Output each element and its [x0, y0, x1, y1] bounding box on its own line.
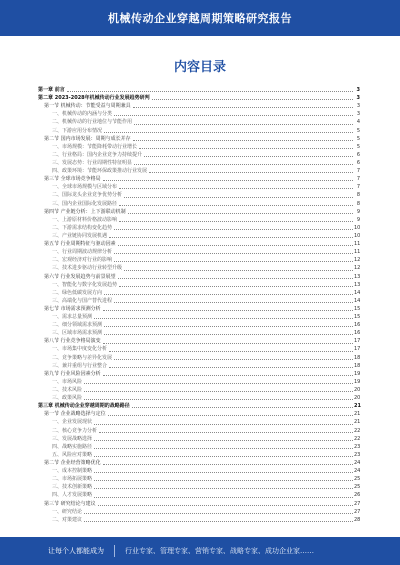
toc-entry-label: 二、行业格局：国内企业竞争力持续提升 — [52, 151, 143, 158]
toc-page-number: 4 — [356, 119, 360, 126]
toc-dot-leader — [84, 391, 353, 392]
toc-entry[interactable] — [38, 264, 360, 272]
toc-entry[interactable] — [38, 127, 360, 135]
toc-page-number: 14 — [354, 289, 361, 296]
toc-page-number: 3 — [356, 95, 360, 102]
toc-entry-label: 三、高端化与国产替代进程 — [52, 297, 113, 304]
toc-dot-leader — [94, 497, 353, 498]
toc-entry-label: 第二节 国内市场发展：周期与成长并存 — [44, 135, 131, 142]
toc-dot-leader — [139, 148, 353, 149]
toc-page-number: 18 — [354, 354, 361, 361]
toc-page-number: 25 — [354, 484, 361, 491]
toc-entry-label: 四、人才发展策略 — [52, 492, 93, 499]
toc-entry-label: 二、核心竞争力分析 — [52, 427, 98, 434]
toc-dot-leader — [94, 480, 353, 481]
toc-page-number: 28 — [354, 516, 361, 523]
toc-entry-label: 一、智能化与数字化发展趋势 — [52, 281, 118, 288]
toc-page-number: 13 — [354, 281, 361, 288]
toc-entry[interactable] — [38, 216, 360, 224]
toc-page-number: 16 — [354, 322, 361, 329]
toc-dot-leader — [104, 326, 353, 327]
toc-page-number: 8 — [356, 200, 360, 207]
toc-entry-label: 三、产业链协同发展机遇 — [52, 232, 108, 239]
toc-page-number: 9 — [356, 216, 360, 223]
toc-page-number: 9 — [356, 208, 360, 215]
footer-services: 行业专家、管理专家、营销专家、战略专家、成功企业家…… — [125, 547, 314, 555]
toc-entry-label: 一、市场风险 — [52, 378, 83, 385]
toc-dot-leader — [109, 351, 353, 352]
toc-entry-label: 三、政策风险 — [52, 395, 83, 402]
toc-entry-label: 一、市场规模：节能降耗带动行业增长 — [52, 143, 138, 150]
toc-entry[interactable] — [38, 362, 360, 370]
toc-dot-leader — [109, 237, 353, 238]
toc-entry[interactable] — [38, 143, 360, 151]
toc-entry-label: 三、技术进步驱动行业转型升级 — [52, 265, 123, 272]
toc-entry[interactable] — [38, 354, 360, 362]
toc-page-number: 27 — [354, 500, 361, 507]
toc-page-number: 16 — [354, 330, 361, 337]
toc-dot-leader — [118, 245, 353, 246]
toc-entry-label: 三、发展战略选择 — [52, 435, 93, 442]
toc-dot-leader — [99, 432, 353, 433]
toc-entry-label: 五、风险应对策略 — [52, 451, 93, 458]
toc-entry-label: 第三章 机械传动企业穿越周期的战略路径 — [38, 403, 130, 410]
toc-page-number: 11 — [354, 241, 361, 248]
toc-entry-label: 一、需求总量预测 — [52, 314, 93, 321]
toc-dot-leader — [134, 124, 353, 125]
toc-entry[interactable] — [38, 516, 360, 524]
toc-page-number: 6 — [356, 151, 360, 158]
toc-dot-leader — [119, 221, 353, 222]
toc-page-number: 15 — [354, 314, 361, 321]
toc-dot-leader — [133, 107, 353, 108]
toc-dot-leader — [67, 91, 353, 92]
toc-page-number: 8 — [356, 192, 360, 199]
table-of-contents — [38, 86, 361, 523]
toc-dot-leader — [119, 286, 353, 287]
footer-slogan: 让每个人都能成为 — [48, 547, 104, 555]
toc-dot-leader — [124, 197, 353, 198]
toc-entry-label: 二、对策建议 — [52, 516, 83, 523]
toc-entry[interactable] — [38, 297, 360, 305]
toc-dot-leader — [94, 456, 353, 457]
toc-entry-label: 第六节 行业发展趋势与前景展望 — [44, 273, 116, 280]
toc-entry[interactable] — [38, 418, 360, 426]
toc-entry[interactable] — [38, 459, 360, 467]
toc-entry[interactable] — [38, 313, 360, 321]
toc-entry[interactable] — [38, 491, 360, 499]
toc-dot-leader — [119, 205, 353, 206]
toc-dot-leader — [114, 115, 353, 116]
toc-entry-label: 二、绿色低碳发展方向 — [52, 289, 103, 296]
toc-dot-leader — [84, 399, 353, 400]
footer-divider — [114, 545, 115, 557]
toc-dot-leader — [114, 229, 353, 230]
toc-dot-leader — [84, 383, 353, 384]
toc-page-number: 11 — [354, 249, 361, 256]
toc-page-number: 17 — [354, 346, 361, 353]
toc-entry-label: 一、成本控制策略 — [52, 468, 93, 475]
toc-entry-label: 第一节 企业战略选择与定位 — [44, 411, 106, 418]
toc-entry[interactable] — [38, 191, 360, 199]
toc-entry-label: 三、兼并重组与行业整合 — [52, 362, 108, 369]
toc-entry-label: 第五节 行业周期特征与驱动因素 — [44, 241, 116, 248]
toc-entry-label: 第七节 市场需求预测分析 — [44, 305, 101, 312]
toc-page-number: 26 — [354, 492, 361, 499]
toc-entry[interactable] — [38, 281, 360, 289]
toc-entry-label: 二、下游需求结构变化趋势 — [52, 224, 113, 231]
toc-dot-leader — [84, 513, 353, 514]
toc-page-number: 19 — [354, 378, 361, 385]
toc-entry-label: 三、技术创新策略 — [52, 484, 93, 491]
toc-entry-label: 一、全球市场规模与区域分布 — [52, 184, 118, 191]
toc-page-number: 3 — [356, 103, 360, 110]
toc-page-number: 21 — [354, 411, 361, 418]
toc-page-number: 3 — [356, 111, 360, 118]
toc-dot-leader — [133, 140, 353, 141]
toc-dot-leader — [104, 294, 353, 295]
toc-entry-label: 二、机械传动的行业地位与节能作用 — [52, 119, 133, 126]
toc-entry[interactable] — [38, 135, 360, 143]
report-title: 机械传动企业穿越周期策略研究报告 — [108, 12, 292, 25]
toc-dot-leader — [94, 448, 353, 449]
toc-page-number: 23 — [354, 451, 361, 458]
toc-entry[interactable] — [38, 102, 360, 110]
toc-page-number: 7 — [356, 168, 360, 175]
toc-entry[interactable] — [38, 467, 360, 475]
toc-entry[interactable] — [38, 329, 360, 337]
toc-entry[interactable] — [38, 110, 360, 118]
toc-entry-label: 一、研究结论 — [52, 508, 83, 515]
toc-entry[interactable] — [38, 394, 360, 402]
toc-entry-label: 四、战略实施路径 — [52, 443, 93, 450]
toc-entry[interactable] — [38, 370, 360, 378]
toc-page-number: 10 — [354, 224, 361, 231]
toc-entry-label: 第一节 机械传动：节能受益与周期兼具 — [44, 103, 131, 110]
toc-entry[interactable] — [38, 435, 360, 443]
toc-dot-leader — [94, 318, 353, 319]
toc-entry[interactable] — [38, 402, 360, 410]
toc-entry-label: 二、竞争策略与差异化发展 — [52, 354, 113, 361]
toc-entry-label: 三、下游应用分布情况 — [52, 127, 103, 134]
toc-dot-leader — [103, 375, 353, 376]
toc-entry-label: 第二节 企业经营策略优化 — [44, 460, 101, 467]
toc-entry[interactable] — [38, 167, 360, 175]
toc-dot-leader — [118, 278, 353, 279]
toc-entry[interactable] — [38, 94, 360, 102]
toc-entry-label: 二、细分领域需求预测 — [52, 322, 103, 329]
toc-entry-label: 一、上游原材料价格波动影响 — [52, 216, 118, 223]
toc-page-number: 18 — [354, 362, 361, 369]
toc-dot-leader — [152, 99, 353, 100]
toc-entry[interactable] — [38, 273, 360, 281]
toc-entry-label: 第一章 前言 — [38, 86, 65, 93]
toc-heading: 内容目录 — [173, 60, 226, 75]
toc-entry-label: 二、宏观经济对行业的影响 — [52, 257, 113, 264]
toc-entry[interactable] — [38, 118, 360, 126]
toc-entry[interactable] — [38, 151, 360, 159]
toc-entry[interactable] — [38, 224, 360, 232]
toc-entry[interactable] — [38, 240, 360, 248]
toc-page-number: 24 — [354, 460, 361, 467]
toc-page-number: 13 — [354, 273, 361, 280]
footer-bar — [0, 537, 400, 565]
toc-dot-leader — [144, 156, 353, 157]
toc-page-number: 27 — [354, 508, 361, 515]
toc-entry[interactable] — [38, 346, 360, 354]
toc-dot-leader — [149, 172, 353, 173]
toc-entry-label: 三、国内企业国际化发展路径 — [52, 200, 118, 207]
toc-entry[interactable] — [38, 232, 360, 240]
toc-entry[interactable] — [38, 200, 360, 208]
toc-dot-leader — [128, 213, 353, 214]
toc-entry[interactable] — [38, 443, 360, 451]
toc-dot-leader — [103, 180, 353, 181]
toc-page-number: 19 — [354, 370, 361, 377]
toc-entry-label: 一、行业周期波动规律分析 — [52, 249, 113, 256]
toc-entry[interactable] — [38, 378, 360, 386]
toc-entry[interactable] — [38, 289, 360, 297]
toc-entry[interactable] — [38, 321, 360, 329]
toc-dot-leader — [119, 188, 353, 189]
toc-entry[interactable] — [38, 386, 360, 394]
toc-page-number: 24 — [354, 468, 361, 475]
toc-entry[interactable] — [38, 208, 360, 216]
toc-entry-label: 第四节 产业链分析：上下游联动机制 — [44, 208, 126, 215]
toc-page-number: 7 — [356, 176, 360, 183]
toc-page-number: 10 — [354, 232, 361, 239]
toc-page-number: 5 — [356, 143, 360, 150]
report-header-bar — [0, 0, 400, 36]
toc-entry-label: 一、企业发展现状 — [52, 419, 93, 426]
toc-entry-label: 四、政策环境：节能环保政策推动行业发展 — [52, 168, 148, 175]
toc-entry-label: 第二章 2023-2028年机械传动行业发展趋势研判 — [38, 95, 150, 102]
toc-entry-label: 三、区域市场需求预测 — [52, 330, 103, 337]
toc-entry[interactable] — [38, 86, 360, 94]
toc-entry[interactable] — [38, 483, 360, 491]
toc-page-number: 21 — [354, 419, 361, 426]
toc-dot-leader — [94, 440, 353, 441]
toc-page-number: 14 — [354, 297, 361, 304]
toc-dot-leader — [132, 407, 353, 408]
toc-entry-label: 二、技术风险 — [52, 387, 83, 394]
toc-dot-leader — [103, 343, 353, 344]
toc-page-number: 5 — [356, 127, 360, 134]
toc-dot-leader — [114, 253, 353, 254]
toc-page-number: 6 — [356, 159, 360, 166]
toc-entry[interactable] — [38, 159, 360, 167]
toc-dot-leader — [114, 359, 353, 360]
toc-dot-leader — [104, 132, 353, 133]
toc-dot-leader — [94, 472, 353, 473]
toc-entry[interactable] — [38, 451, 360, 459]
toc-dot-leader — [103, 464, 353, 465]
toc-entry[interactable] — [38, 175, 360, 183]
toc-entry[interactable] — [38, 256, 360, 264]
toc-page-number: 23 — [354, 443, 361, 450]
toc-page-number: 21 — [354, 403, 361, 410]
toc-page-number: 20 — [354, 387, 361, 394]
toc-entry[interactable] — [38, 410, 360, 418]
toc-dot-leader — [124, 270, 353, 271]
toc-page-number: 5 — [356, 135, 360, 142]
toc-entry-label: 第九节 行业风险因素分析 — [44, 370, 101, 377]
toc-page-number: 17 — [354, 338, 361, 345]
toc-entry[interactable] — [38, 248, 360, 256]
toc-page-number: 12 — [354, 257, 361, 264]
toc-entry-label: 第三节 全球市场竞争格局 — [44, 176, 101, 183]
toc-entry-label: 一、市场集中度变化分析 — [52, 346, 108, 353]
toc-dot-leader — [103, 310, 353, 311]
toc-page-number: 22 — [354, 427, 361, 434]
toc-entry-label: 二、市场拓展策略 — [52, 476, 93, 483]
toc-page-number: 15 — [354, 305, 361, 312]
toc-entry-label: 三、发展态势：行业周期性特征明显 — [52, 159, 133, 166]
toc-dot-leader — [98, 505, 353, 506]
toc-dot-leader — [114, 261, 353, 262]
toc-page-number: 25 — [354, 476, 361, 483]
toc-dot-leader — [84, 521, 353, 522]
toc-page-number: 3 — [356, 86, 360, 93]
toc-dot-leader — [109, 367, 353, 368]
toc-dot-leader — [104, 334, 353, 335]
toc-entry[interactable] — [38, 508, 360, 516]
toc-entry[interactable] — [38, 183, 360, 191]
toc-page-number: 20 — [354, 395, 361, 402]
toc-entry-label: 第八节 行业竞争格局演变 — [44, 338, 101, 345]
toc-page-number: 22 — [354, 435, 361, 442]
toc-entry-label: 一、机械传动的内涵与分类 — [52, 111, 113, 118]
toc-dot-leader — [94, 424, 353, 425]
toc-page-number: 7 — [356, 184, 360, 191]
toc-entry[interactable] — [38, 475, 360, 483]
toc-page-number: 12 — [354, 265, 361, 272]
toc-entry-label: 第三节 研究结论与建议 — [44, 500, 96, 507]
toc-dot-leader — [108, 415, 353, 416]
toc-entry-label: 二、国际龙头企业竞争优势分析 — [52, 192, 123, 199]
toc-dot-leader — [114, 302, 353, 303]
toc-entry[interactable] — [38, 427, 360, 435]
toc-entry[interactable] — [38, 337, 360, 345]
toc-dot-leader — [94, 488, 353, 489]
toc-entry[interactable] — [38, 500, 360, 508]
toc-dot-leader — [134, 164, 353, 165]
toc-entry[interactable] — [38, 305, 360, 313]
